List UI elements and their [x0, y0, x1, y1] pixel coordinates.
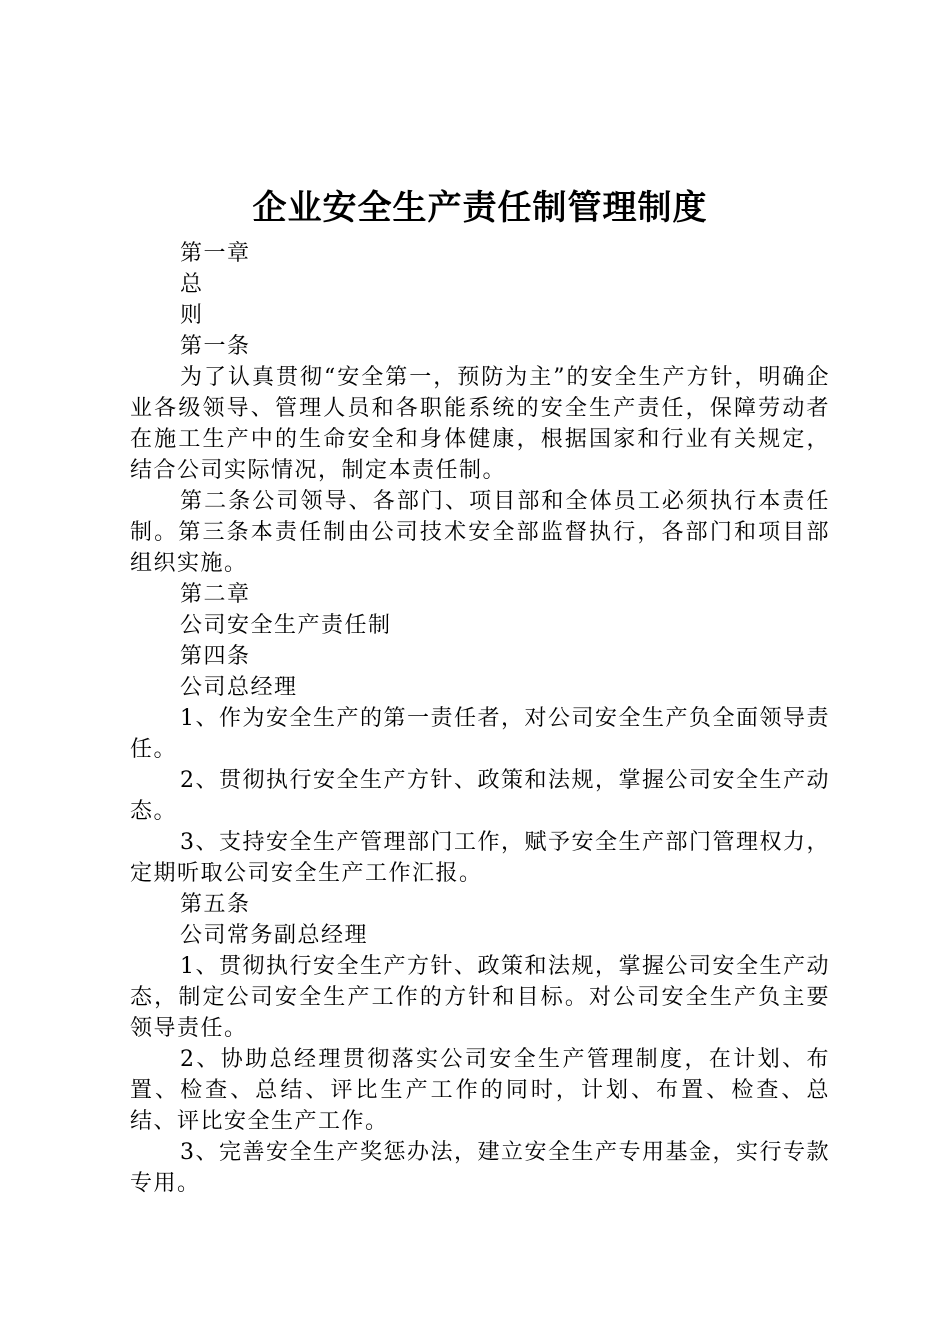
paragraph: 第五条: [180, 892, 251, 917]
paragraph: 2、协助总经理贯彻落实公司安全生产管理制度，在计划、布置、检查、总结、评比生产工作的同时，计划、布置、检查、总结、评比安全生产工作。: [130, 1047, 830, 1134]
paragraph: 3、支持安全生产管理部门工作，赋予安全生产部门管理权力，定期听取公司安全生产工作汇报。: [130, 830, 830, 886]
paragraph: 3、完善安全生产奖惩办法，建立安全生产专用基金，实行专款专用。: [130, 1140, 830, 1196]
paragraph: 1、贯彻执行安全生产方针、政策和法规，掌握公司安全生产动态，制定公司安全生产工作的方针和目标。对公司安全生产负主要领导责任。: [130, 954, 830, 1041]
paragraph: 公司安全生产责任制: [180, 613, 392, 638]
paragraph: 第一条: [180, 334, 251, 359]
paragraph: 2、贯彻执行安全生产方针、政策和法规，掌握公司安全生产动态。: [130, 768, 830, 824]
paragraph: 第四条: [180, 644, 251, 669]
document-title: 企业安全生产责任制管理制度: [252, 188, 708, 228]
paragraph: 公司总经理: [180, 675, 298, 700]
paragraph: 1、作为安全生产的第一责任者，对公司安全生产负全面领导责任。: [130, 706, 830, 762]
document-page: [130, 180, 830, 1199]
paragraph: 公司常务副总经理: [180, 923, 369, 948]
paragraph: 总: [180, 272, 204, 297]
paragraph: 第二章: [180, 582, 251, 607]
paragraph: 为了认真贯彻“安全第一，预防为主”的安全生产方针，明确企业各级领导、管理人员和各职能系统的安全生产责任，保障劳动者在施工生产中的生命安全和身体健康，根据国家和行业有关规定，结合公司实际情况，制定本责任制。: [130, 365, 830, 483]
paragraph: 第一章: [180, 241, 251, 266]
paragraph: 则: [180, 303, 204, 328]
paragraph: 第二条公司领导、各部门、项目部和全体员工必须执行本责任制。第三条本责任制由公司技术安全部监督执行，各部门和项目部组织实施。: [130, 489, 830, 576]
